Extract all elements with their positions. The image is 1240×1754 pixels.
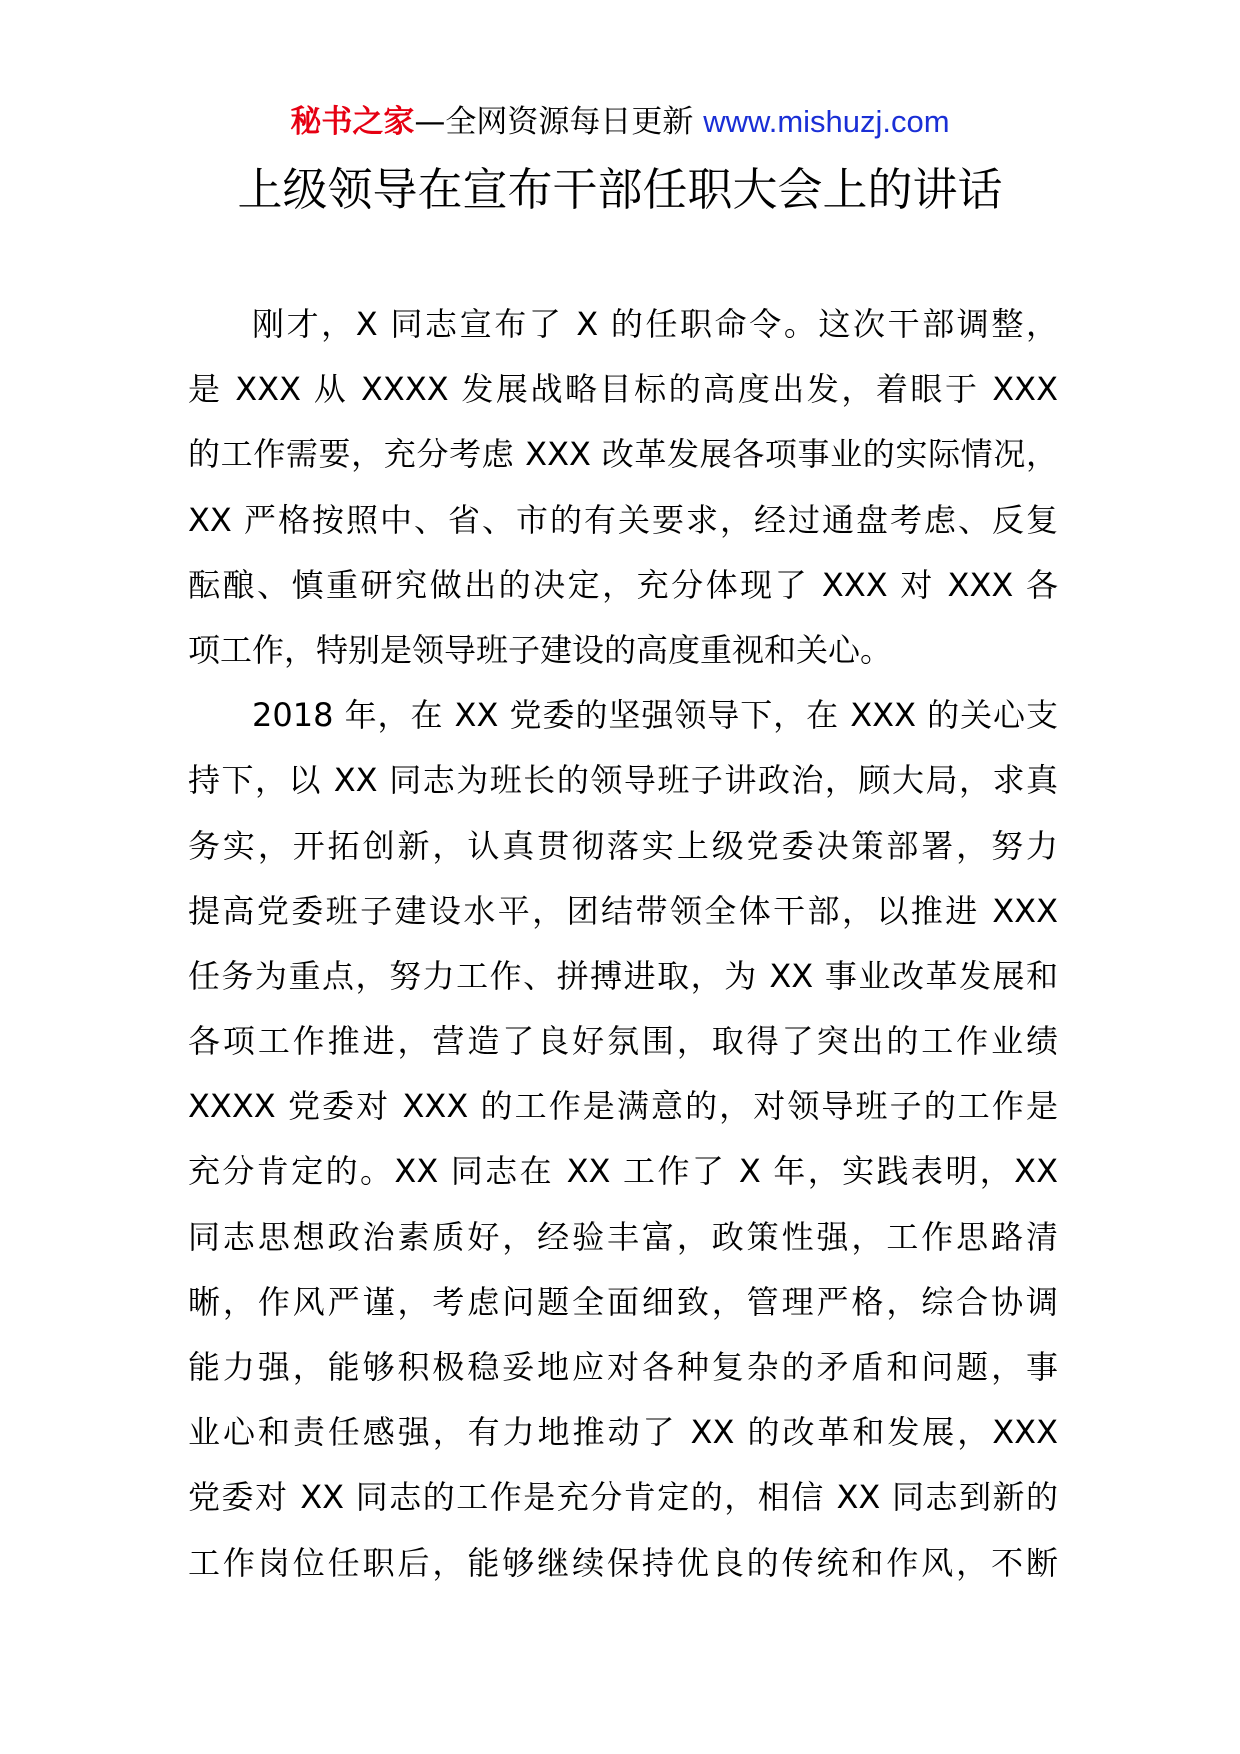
site-tagline: —全网资源每日更新	[414, 104, 694, 140]
body-line: 工作岗位任职后，能够继续保持优良的传统和作风，不断	[188, 1543, 1058, 1582]
body-line: 能力强，能够积极稳妥地应对各种复杂的矛盾和问题，事	[188, 1348, 1058, 1386]
site-brand: 秘书之家	[290, 104, 415, 140]
document-title: 上级领导在宣布干部任职大会上的讲话	[237, 163, 1003, 216]
body-line: 同志思想政治素质好，经验丰富，政策性强，工作思路清	[188, 1217, 1058, 1256]
body-line: 业心和责任感强，有力地推动了 XX 的改革和发展，XXX	[188, 1413, 1058, 1452]
body-line: XX 严格按照中、省、市的有关要求，经过通盘考虑、反复	[188, 500, 1058, 539]
body-line: 是 XXX 从 XXXX 发展战略目标的高度出发，着眼于 XXX	[188, 370, 1058, 409]
document-body	[188, 292, 1058, 1596]
body-line: 持下，以 XX 同志为班长的领导班子讲政治，顾大局，求真	[188, 761, 1058, 800]
body-line: 党委对 XX 同志的工作是充分肯定的，相信 XX 同志到新的	[188, 1478, 1058, 1517]
site-header	[0, 100, 1240, 144]
body-line: 酝酿、慎重研究做出的决定，充分体现了 XXX 对 XXX 各	[188, 565, 1058, 604]
site-url-link[interactable]: www.mishuzj.com	[703, 104, 950, 139]
body-line: XXXX 党委对 XXX 的工作是满意的，对领导班子的工作是	[188, 1087, 1058, 1126]
body-line: 各项工作推进，营造了良好氛围，取得了突出的工作业绩	[188, 1022, 1058, 1061]
body-line: 刚才，X 同志宣布了 X 的任职命令。这次干部调整，	[252, 305, 1058, 343]
body-line: 任务为重点，努力工作、拼搏进取，为 XX 事业改革发展和	[188, 956, 1058, 995]
body-line: 2018 年，在 XX 党委的坚强领导下，在 XXX 的关心支	[252, 696, 1058, 735]
body-line: 充分肯定的。XX 同志在 XX 工作了 X 年，实践表明，XX	[188, 1152, 1058, 1191]
body-line: 的工作需要，充分考虑 XXX 改革发展各项事业的实际情况，	[188, 435, 1058, 474]
body-line: 务实，开拓创新，认真贯彻落实上级党委决策部署，努力	[188, 826, 1058, 865]
body-line: 晰，作风严谨，考虑问题全面细致，管理严格，综合协调	[188, 1282, 1058, 1321]
body-line: 项工作，特别是领导班子建设的高度重视和关心。	[188, 630, 893, 669]
body-line: 提高党委班子建设水平，团结带领全体干部，以推进 XXX	[188, 891, 1058, 930]
